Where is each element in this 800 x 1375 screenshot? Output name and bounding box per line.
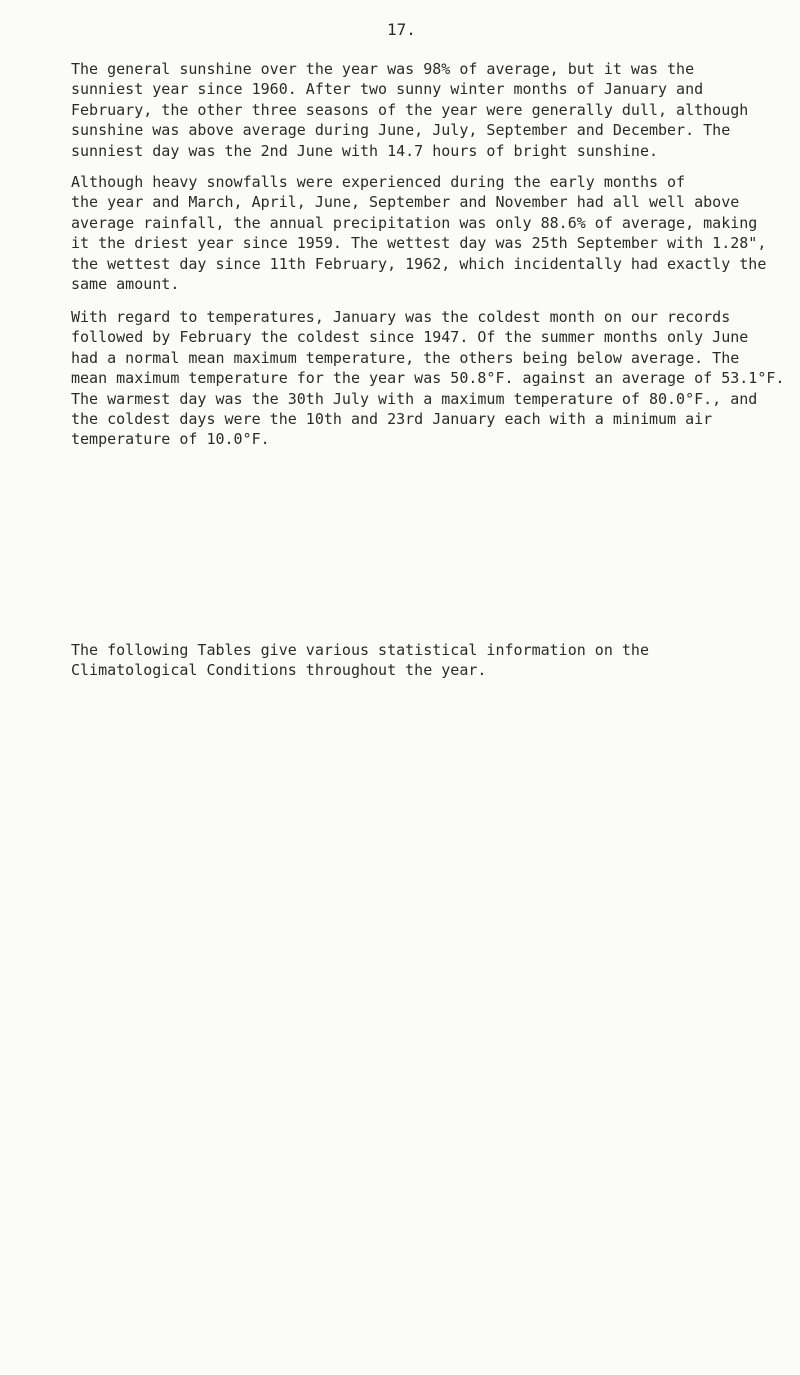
text-line: Although heavy snowfalls were experienced during the early months of [71,173,686,191]
paragraph-sunshine [71,59,771,161]
text-line: mean maximum temperature for the year was 50.8°F. against an average of 53.1°F. [71,369,785,388]
text-line: had a normal mean maximum temperature, the others being below average. The [71,348,740,367]
page-number: 17. [387,20,416,39]
text-line: The warmest day was the 30th July with a maximum temperature of 80.0°F., and [71,389,758,408]
text-line: the wettest day since 11th February, 1962, which incidentally had exactly the [71,254,767,273]
text-line: Climatological Conditions throughout the year. [71,661,487,680]
text-line: it the driest year since 1959. The wettest day was 25th September with 1.28", [71,234,767,253]
text-line: The following Tables give various statistical information on the [71,641,649,659]
text-line: With regard to temperatures, January was the coldest month on our records [71,308,731,326]
text-line: February, the other three seasons of the year were generally dull, although [71,100,749,119]
text-line: the coldest days were the 10th and 23rd January each with a minimum air [71,410,713,429]
text-line: sunniest day was the 2nd June with 14.7 hours of bright sunshine. [71,141,658,160]
text-line: followed by February the coldest since 1947. Of the summer months only June [71,328,749,347]
text-line: temperature of 10.0°F. [71,430,270,449]
paragraph-tables-intro [71,640,771,681]
text-line: The general sunshine over the year was 98% of average, but it was the [71,60,695,78]
text-line: sunshine was above average during June, July, September and December. The [71,121,731,140]
text-line: the year and March, April, June, September and November had all well above [71,193,740,212]
text-line: same amount. [71,275,180,294]
paragraph-temperatures [71,307,785,450]
text-line: average rainfall, the annual precipitation was only 88.6% of average, making [71,213,758,232]
text-line: sunniest year since 1960. After two sunny winter months of January and [71,80,704,99]
paragraph-rainfall [71,172,771,294]
